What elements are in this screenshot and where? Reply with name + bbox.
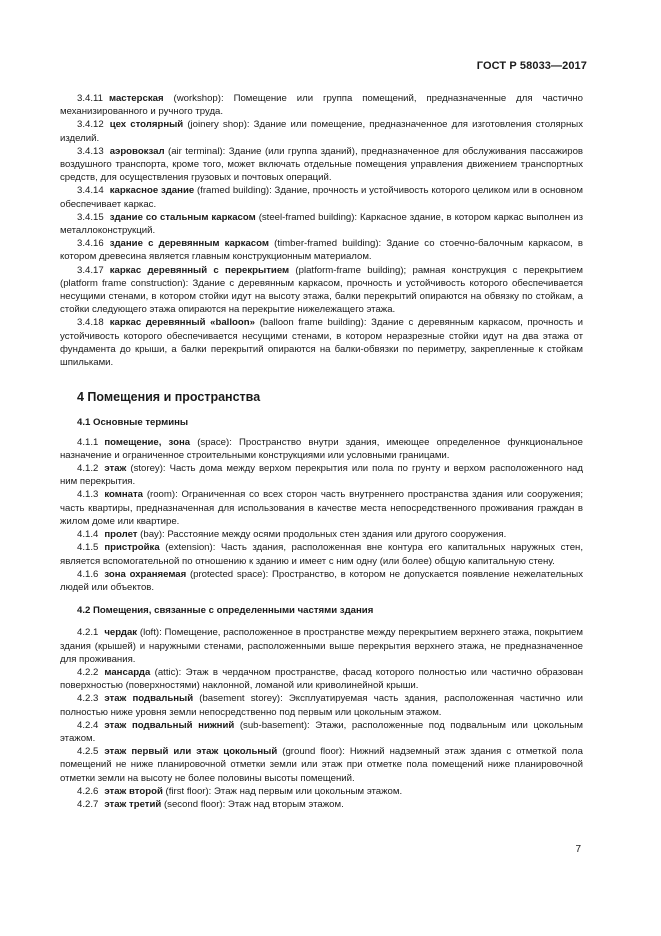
entries-4-1 xyxy=(60,436,583,594)
term-entry xyxy=(60,692,583,718)
entry-number: 4.2.3 xyxy=(77,693,99,705)
term-entry xyxy=(60,211,583,237)
entry-number: 4.1.1 xyxy=(77,436,99,448)
term-entry xyxy=(60,436,583,462)
entry-term: чердак xyxy=(104,627,138,639)
entries-4-2 xyxy=(60,626,583,811)
entry-number: 4.2.6 xyxy=(77,785,99,797)
entry-definition: (basement storey): Эксплуатируемая часть здания, расположенная частично или полностью ниже уровня земли непосредственно под первым или цокольным этажом. xyxy=(60,693,583,718)
entry-term: зона охраняемая xyxy=(104,568,187,580)
entry-term: этаж подвальный xyxy=(104,693,194,705)
entry-term: мастерская xyxy=(108,93,164,104)
entry-number: 3.4.13 xyxy=(77,145,104,157)
entry-term: здание со стальным каркасом xyxy=(109,211,256,223)
entry-definition: (workshop): Помещение или группа помещений, предназначенные для частично механизированного и ручного труда. xyxy=(60,93,583,118)
page-number: 7 xyxy=(575,844,581,855)
document-body xyxy=(60,92,583,811)
entry-term: этаж xyxy=(104,463,127,475)
term-entry xyxy=(60,316,583,369)
entry-definition: (steel-framed building): Каркасное здание, в котором каркас выполнен из металлоконструкций. xyxy=(60,211,583,237)
entries-3-4 xyxy=(60,92,583,369)
entry-term: этаж второй xyxy=(104,785,163,797)
entry-definition: (first floor): Этаж над первым или цокольным этажом. xyxy=(162,785,403,797)
entry-definition: (air terminal): Здание (или группа зданий), предназначенное для обслуживания пассажиров воздушного транспорта, кроме того, может включать отдельные помещения управления движением транспортных средств, для осуществления грузовых и почтовых операций. xyxy=(60,145,583,184)
entry-definition: (bay): Расстояние между осями продольных стен здания или другого сооружения. xyxy=(137,529,507,541)
term-entry xyxy=(60,541,583,567)
entry-definition: (protected space): Пространство, в котором не допускается появление нежелательных людей или объектов. xyxy=(60,568,583,593)
term-entry xyxy=(60,785,583,798)
entry-number: 4.1.6 xyxy=(77,568,99,580)
entry-definition: (space): Пространство внутри здания, имеющее определенное функциональное назначение и ограниченное строительными конструкциями или условными границами. xyxy=(60,436,583,461)
entry-term: пристройка xyxy=(104,542,160,554)
entry-number: 3.4.17 xyxy=(77,264,104,276)
term-entry xyxy=(60,184,583,210)
entry-term: помещение, зона xyxy=(104,436,191,448)
entry-number: 4.1.5 xyxy=(77,542,99,554)
term-entry xyxy=(60,568,583,594)
term-entry xyxy=(60,237,583,263)
entry-definition: (balloon frame building): Здание с деревянным каркасом, прочность и устойчивость которого обеспечивается несущими стенами, в котором неразрезные стойки идут на два этажа от фундамента до крыши, а балки перекрытий опираются на балки-обвязки по периметру, закрепленные к стойкам шпильками. xyxy=(60,317,583,369)
entry-term: каркасное здание xyxy=(109,185,195,197)
entry-definition: (second floor): Этаж над вторым этажом. xyxy=(161,798,344,810)
entry-term: этаж третий xyxy=(104,798,162,810)
entry-definition: (platform-frame building); рамная конструкция с перекрытием (platform frame construction): Здание с деревянным каркасом, прочность и устойчивость которого обеспечивается несущими стенами, в котором стойки идут на высоту этажа, балки перекрытий опираются на обвязку по стойкам, а стойки следующего этажа опираются на перекрытие нижележащего этажа. xyxy=(60,264,583,316)
term-entry xyxy=(60,626,583,666)
entry-number: 3.4.16 xyxy=(77,238,104,250)
entry-definition: (sub-basement): Этажи, расположенные под подвальным или цокольным этажом. xyxy=(60,719,583,744)
entry-number: 3.4.15 xyxy=(77,211,104,223)
entry-term: каркас деревянный с перекрытием xyxy=(109,264,290,276)
document-id-header: ГОСТ Р 58033—2017 xyxy=(476,60,587,72)
entry-number: 3.4.18 xyxy=(77,317,104,329)
term-entry xyxy=(60,488,583,528)
entry-term: мансарда xyxy=(104,666,151,678)
section-4-heading: 4 Помещения и пространства xyxy=(77,390,261,405)
entry-term: этаж первый или этаж цокольный xyxy=(104,746,278,758)
term-entry xyxy=(60,719,583,745)
entry-term: комната xyxy=(104,489,144,501)
term-entry xyxy=(60,145,583,185)
term-entry xyxy=(60,462,583,488)
term-entry xyxy=(60,666,583,692)
entry-number: 4.2.7 xyxy=(77,798,99,810)
entry-number: 4.2.5 xyxy=(77,746,99,758)
entry-number: 3.4.11 xyxy=(77,93,103,104)
term-entry xyxy=(60,798,583,811)
entry-definition: (joinery shop): Здание или помещение, предназначенное для изготовления столярных изделий. xyxy=(60,119,584,144)
entry-number: 4.1.3 xyxy=(77,489,99,501)
entry-definition: (ground floor): Нижний надземный этаж здания с отметкой пола помещений не ниже планировочной отметки земли или этаж при отметке пола помещений ниже планировочной отметки земли на высоту не более половины высоты помещений. xyxy=(60,746,583,784)
entry-number: 3.4.14 xyxy=(77,185,104,197)
entry-term: пролет xyxy=(104,529,138,541)
entry-term: каркас деревянный «balloon» xyxy=(109,317,255,329)
entry-definition: (timber-framed building): Здание со стоечно-балочным каркасом, в котором древесина является главным конструкционным материалом. xyxy=(60,238,583,263)
entry-definition: (attic): Этаж в чердачном пространстве, фасад которого полностью или частично образован поверхностью (поверхностями) наклонной, ломаной или криволинейной крыши. xyxy=(60,666,583,692)
entry-number: 4.1.2 xyxy=(77,463,99,475)
entry-definition: (loft): Помещение, расположенное в пространстве между перекрытием верхнего этажа, покрытием здания (крышей) и наружными стенами, расположенными выше перекрытия верхнего этажа, не предназначенное для проживания. xyxy=(60,627,583,665)
entry-definition: (storey): Часть дома между верхом перекрытия или пола по грунту и верхом расположенного над ним перекрытия. xyxy=(60,463,583,488)
entry-number: 4.1.4 xyxy=(77,529,99,541)
entry-number: 3.4.12 xyxy=(77,119,104,131)
section-4-1-heading: 4.1 Основные термины xyxy=(77,417,189,429)
entry-number: 4.2.1 xyxy=(77,627,99,639)
entry-definition: (framed building): Здание, прочность и устойчивость которого целиком или в основном обеспечивает каркас. xyxy=(60,185,583,210)
term-entry xyxy=(60,528,583,541)
entry-term: цех столярный xyxy=(109,119,184,131)
entry-term: этаж подвальный нижний xyxy=(104,719,235,731)
section-4-2-heading: 4.2 Помещения, связанные с определенными частями здания xyxy=(77,605,374,617)
entry-number: 4.2.2 xyxy=(77,666,99,678)
entry-definition: (room): Ограниченная со всех сторон часть внутреннего пространства здания или сооружения; часть квартиры, предназначенная для использования в качестве места непосредственного проживания граждан в жилом доме или квартире. xyxy=(60,489,583,527)
term-entry xyxy=(60,745,583,785)
entry-definition: (extension): Часть здания, расположенная вне контура его капитальных наружных стен, является вспомогательной по отношению к зданию и имеет с ним одну (или более) общую капитальную стену. xyxy=(60,542,583,567)
term-entry xyxy=(60,92,583,118)
entry-term: здание с деревянным каркасом xyxy=(109,238,269,250)
term-entry xyxy=(60,118,583,144)
term-entry xyxy=(60,264,583,317)
entry-term: аэровокзал xyxy=(109,145,165,157)
entry-number: 4.2.4 xyxy=(77,719,99,731)
